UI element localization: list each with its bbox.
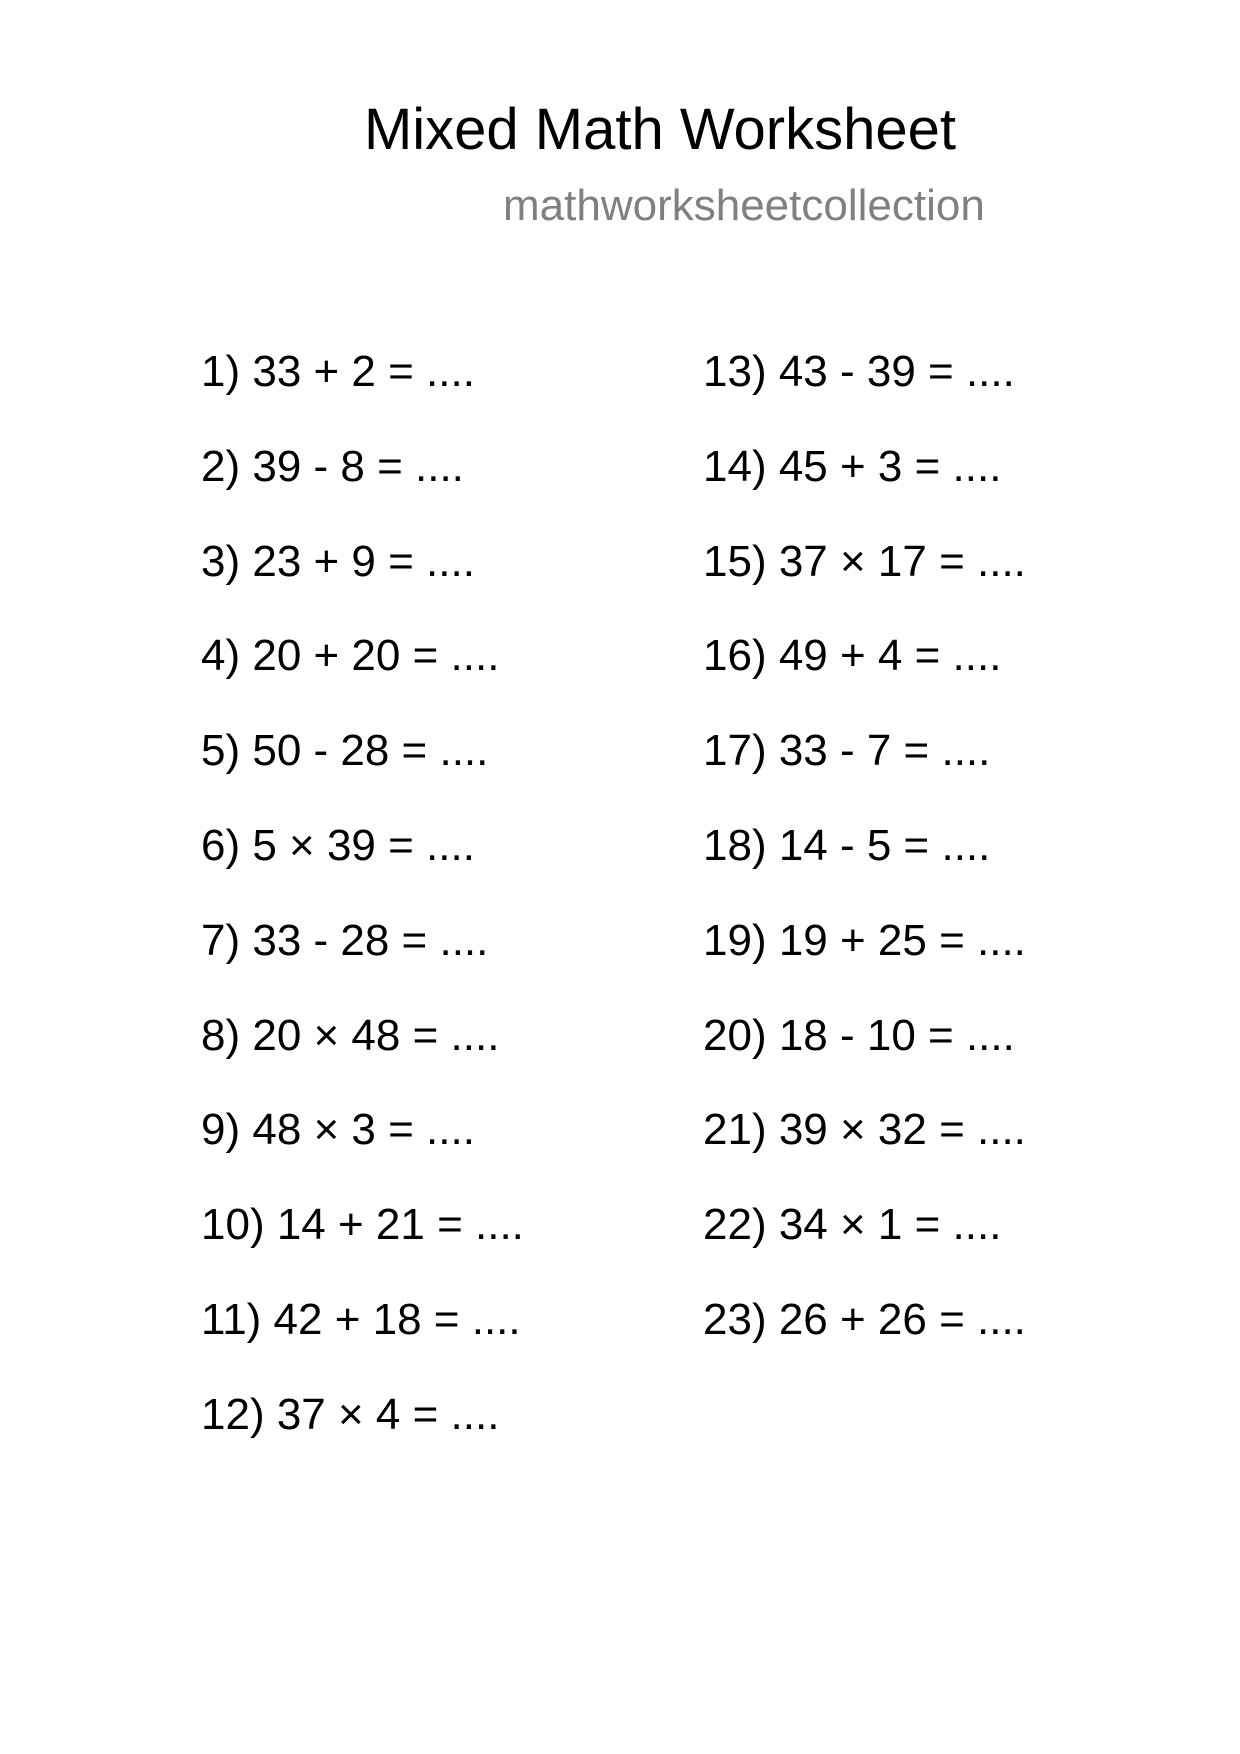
- math-problem: 16) 49 + 4 = ....: [703, 631, 1002, 681]
- math-problem: 17) 33 - 7 = ....: [703, 726, 991, 776]
- math-problem: 3) 23 + 9 = ....: [201, 536, 475, 586]
- math-problem: 1) 33 + 2 = ....: [201, 347, 475, 396]
- math-problem: 8) 20 × 48 = ....: [201, 1010, 500, 1060]
- math-problem: 21) 39 × 32 = ....: [703, 1105, 1026, 1155]
- math-problem: 10) 14 + 21 = ....: [201, 1200, 524, 1250]
- math-problem: 2) 39 - 8 = ....: [201, 441, 464, 491]
- math-problem: 14) 45 + 3 = ....: [703, 441, 1002, 491]
- math-problem: 19) 19 + 25 = ....: [703, 915, 1026, 965]
- math-problem: 4) 20 + 20 = ....: [201, 631, 500, 681]
- worksheet-source: mathworksheetcollection: [503, 181, 985, 230]
- math-problem: 15) 37 × 17 = ....: [703, 536, 1026, 586]
- math-problem: 22) 34 × 1 = ....: [703, 1200, 1002, 1250]
- math-problem: 12) 37 × 4 = ....: [201, 1389, 500, 1439]
- math-problem: 23) 26 + 26 = ....: [703, 1295, 1026, 1344]
- math-problem: 7) 33 - 28 = ....: [201, 915, 489, 965]
- math-problem: 5) 50 - 28 = ....: [201, 726, 489, 776]
- math-problem: 13) 43 - 39 = ....: [703, 347, 1015, 396]
- math-problem: 20) 18 - 10 = ....: [703, 1010, 1015, 1060]
- math-problem: 18) 14 - 5 = ....: [703, 821, 991, 870]
- math-problem: 6) 5 × 39 = ....: [201, 821, 475, 870]
- math-problem: 9) 48 × 3 = ....: [201, 1105, 475, 1155]
- math-problem: 11) 42 + 18 = ....: [201, 1295, 521, 1344]
- worksheet-title: Mixed Math Worksheet: [363, 97, 957, 162]
